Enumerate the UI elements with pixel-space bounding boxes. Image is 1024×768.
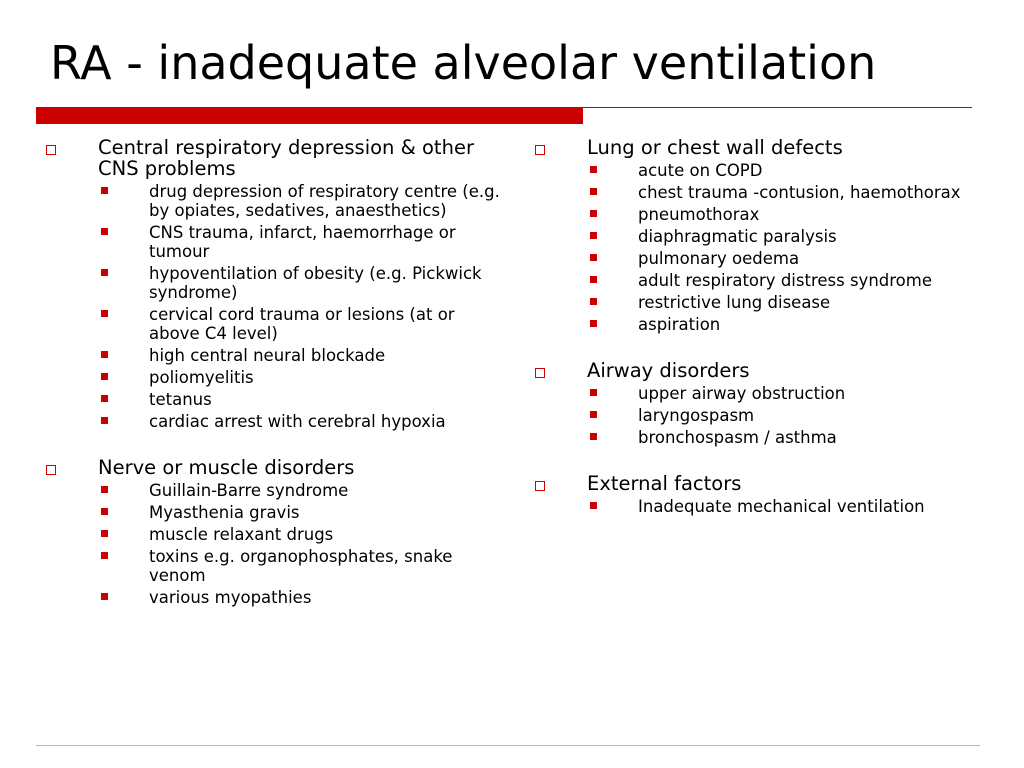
title-underline-bar xyxy=(36,107,583,124)
list-item xyxy=(46,547,506,585)
filled-square-icon xyxy=(590,254,597,261)
list-item xyxy=(535,183,995,202)
group-heading xyxy=(46,457,506,478)
list-item xyxy=(535,406,995,425)
list-item-text: various myopathies xyxy=(149,588,312,607)
hollow-square-icon xyxy=(46,465,56,475)
list-item xyxy=(535,293,995,312)
list-item xyxy=(46,223,506,261)
group-heading xyxy=(535,473,995,494)
list-item-text: pulmonary oedema xyxy=(638,249,800,268)
list-item-text: Myasthenia gravis xyxy=(149,503,300,522)
list-item xyxy=(535,205,995,224)
list-item-text: diaphragmatic paralysis xyxy=(638,227,837,246)
filled-square-icon xyxy=(101,508,108,515)
group-heading xyxy=(46,137,506,179)
list-item xyxy=(535,271,995,290)
list-item-text: drug depression of respiratory centre (e.g. by opiates, sedatives, anaesthetics) xyxy=(149,182,500,220)
sub-bullet-list xyxy=(535,161,995,334)
list-item xyxy=(46,503,506,522)
right-column xyxy=(535,137,995,542)
filled-square-icon xyxy=(101,269,108,276)
filled-square-icon xyxy=(590,320,597,327)
list-item-text: cardiac arrest with cerebral hypoxia xyxy=(149,412,446,431)
group-heading-text: Airway disorders xyxy=(587,359,750,382)
hollow-square-icon xyxy=(535,368,545,378)
list-item-text: upper airway obstruction xyxy=(638,384,846,403)
title-underline-rule xyxy=(583,107,972,108)
list-item xyxy=(535,384,995,403)
bullet-group xyxy=(535,360,995,447)
filled-square-icon xyxy=(101,593,108,600)
filled-square-icon xyxy=(590,210,597,217)
list-item xyxy=(46,182,506,220)
filled-square-icon xyxy=(590,502,597,509)
group-heading-text: Lung or chest wall defects xyxy=(587,136,843,159)
list-item-text: Guillain-Barre syndrome xyxy=(149,481,349,500)
bullet-group xyxy=(46,137,506,431)
list-item xyxy=(46,412,506,431)
list-item xyxy=(535,161,995,180)
filled-square-icon xyxy=(101,228,108,235)
slide-title: RA - inadequate alveolar ventilation xyxy=(50,36,877,90)
list-item xyxy=(535,227,995,246)
filled-square-icon xyxy=(101,530,108,537)
filled-square-icon xyxy=(101,351,108,358)
left-column xyxy=(46,137,506,633)
sub-bullet-list xyxy=(46,481,506,607)
list-item xyxy=(535,315,995,334)
list-item-text: hypoventilation of obesity (e.g. Pickwick syndrome) xyxy=(149,264,482,302)
list-item xyxy=(46,481,506,500)
list-item-text: high central neural blockade xyxy=(149,346,386,365)
list-item xyxy=(46,368,506,387)
filled-square-icon xyxy=(590,276,597,283)
list-item xyxy=(46,346,506,365)
filled-square-icon xyxy=(101,187,108,194)
sub-bullet-list xyxy=(535,497,995,516)
filled-square-icon xyxy=(101,417,108,424)
list-item xyxy=(535,428,995,447)
list-item-text: acute on COPD xyxy=(638,161,763,180)
filled-square-icon xyxy=(590,433,597,440)
list-item-text: cervical cord trauma or lesions (at or above C4 level) xyxy=(149,305,455,343)
filled-square-icon xyxy=(101,552,108,559)
list-item-text: tetanus xyxy=(149,390,212,409)
list-item-text: adult respiratory distress syndrome xyxy=(638,271,932,290)
group-heading-text: External factors xyxy=(587,472,742,495)
list-item xyxy=(46,305,506,343)
filled-square-icon xyxy=(590,298,597,305)
list-item-text: pneumothorax xyxy=(638,205,760,224)
group-heading xyxy=(535,137,995,158)
group-heading-text: Central respiratory depression & other CNS problems xyxy=(98,136,474,180)
list-item-text: aspiration xyxy=(638,315,721,334)
list-item xyxy=(46,525,506,544)
filled-square-icon xyxy=(101,310,108,317)
list-item-text: chest trauma -contusion, haemothorax xyxy=(638,183,961,202)
list-item xyxy=(46,588,506,607)
sub-bullet-list xyxy=(535,384,995,447)
filled-square-icon xyxy=(590,411,597,418)
list-item xyxy=(46,264,506,302)
sub-bullet-list xyxy=(46,182,506,431)
filled-square-icon xyxy=(590,389,597,396)
filled-square-icon xyxy=(590,166,597,173)
list-item xyxy=(535,497,995,516)
list-item xyxy=(46,390,506,409)
group-heading-text: Nerve or muscle disorders xyxy=(98,456,355,479)
filled-square-icon xyxy=(590,188,597,195)
hollow-square-icon xyxy=(46,145,56,155)
bullet-group xyxy=(46,457,506,607)
list-item-text: bronchospasm / asthma xyxy=(638,428,837,447)
filled-square-icon xyxy=(101,486,108,493)
list-item-text: restrictive lung disease xyxy=(638,293,831,312)
filled-square-icon xyxy=(101,373,108,380)
list-item xyxy=(535,249,995,268)
list-item-text: CNS trauma, infarct, haemorrhage or tumour xyxy=(149,223,456,261)
list-item-text: muscle relaxant drugs xyxy=(149,525,334,544)
bullet-group xyxy=(535,137,995,334)
filled-square-icon xyxy=(101,395,108,402)
hollow-square-icon xyxy=(535,481,545,491)
list-item-text: laryngospasm xyxy=(638,406,755,425)
bullet-group xyxy=(535,473,995,516)
group-heading xyxy=(535,360,995,381)
list-item-text: toxins e.g. organophosphates, snake venom xyxy=(149,547,453,585)
footer-rule xyxy=(36,745,980,746)
hollow-square-icon xyxy=(535,145,545,155)
filled-square-icon xyxy=(590,232,597,239)
list-item-text: Inadequate mechanical ventilation xyxy=(638,497,925,516)
list-item-text: poliomyelitis xyxy=(149,368,254,387)
